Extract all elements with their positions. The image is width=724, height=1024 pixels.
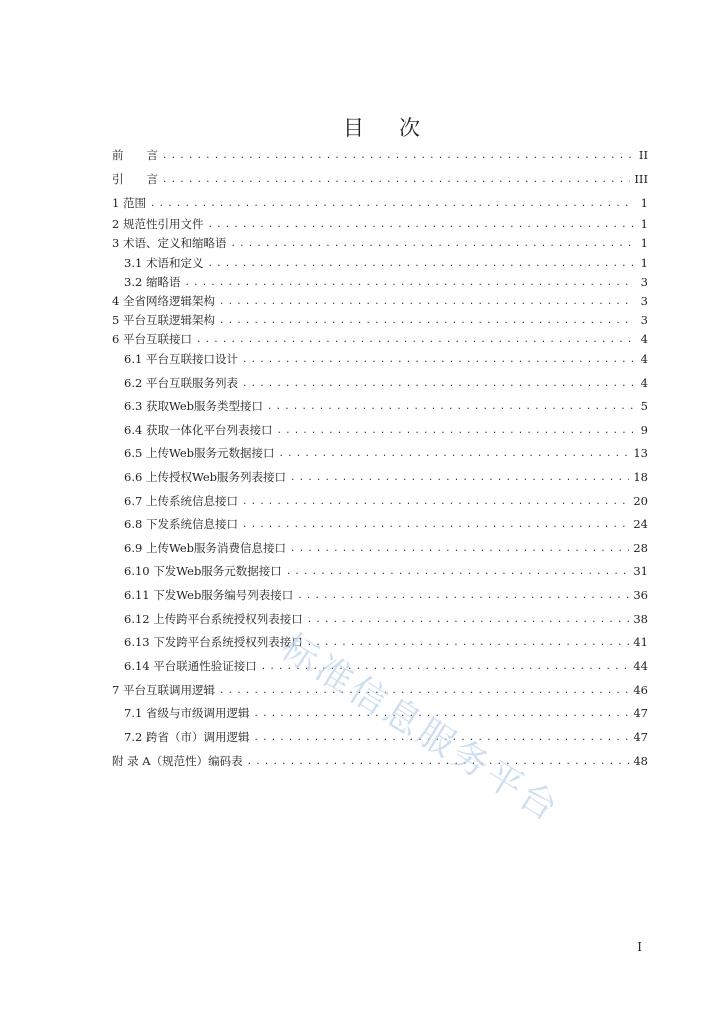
toc-entry-label: 6.11 下发Web服务编号列表接口 bbox=[124, 588, 294, 602]
toc-entry-label: 6.14 平台联通性验证接口 bbox=[124, 659, 257, 673]
toc-entry-page: 3 bbox=[640, 294, 648, 308]
toc-leader-dots bbox=[196, 333, 634, 347]
toc-entry[interactable] bbox=[124, 351, 648, 367]
toc-entry-page: 44 bbox=[633, 659, 648, 673]
toc-leader-dots bbox=[162, 149, 634, 163]
toc-entry-page: 38 bbox=[633, 612, 648, 626]
toc-entry-label: 1 范围 bbox=[112, 196, 146, 210]
toc-entry[interactable] bbox=[112, 195, 648, 211]
toc-leader-dots bbox=[307, 636, 630, 650]
toc-leader-dots bbox=[162, 173, 630, 187]
toc-entry[interactable] bbox=[124, 274, 648, 290]
toc-leader-dots bbox=[242, 377, 634, 391]
toc-entry[interactable] bbox=[124, 587, 648, 603]
toc-entry[interactable] bbox=[112, 216, 648, 232]
toc-entry-page: 1 bbox=[640, 217, 648, 231]
toc-entry-page: 4 bbox=[640, 352, 648, 366]
toc-entry-label: 5 平台互联逻辑架构 bbox=[112, 313, 215, 327]
toc-entry[interactable] bbox=[112, 171, 648, 187]
toc-leader-dots bbox=[219, 684, 629, 698]
toc-entry[interactable] bbox=[112, 147, 648, 163]
toc-entry[interactable] bbox=[124, 563, 648, 579]
title-part-1: 目 bbox=[343, 116, 364, 140]
toc-entry-label: 6.8 下发系统信息接口 bbox=[124, 517, 238, 531]
toc-entry[interactable] bbox=[112, 293, 648, 309]
toc-entry-label: 7.1 省级与市级调用逻辑 bbox=[124, 706, 250, 720]
toc-leader-dots bbox=[279, 447, 630, 461]
toc-entry[interactable] bbox=[124, 255, 648, 271]
toc-entry[interactable] bbox=[112, 331, 648, 347]
toc-entry[interactable] bbox=[124, 375, 648, 391]
toc-entry-page: 1 bbox=[640, 256, 648, 270]
toc-entry-label: 6.6 上传授权Web服务列表接口 bbox=[124, 470, 286, 484]
toc-entry-page: II bbox=[638, 148, 648, 162]
toc-entry-page: 24 bbox=[633, 517, 648, 531]
toc-entry-page: 3 bbox=[640, 313, 648, 327]
toc-entry-label: 6 平台互联接口 bbox=[112, 332, 192, 346]
toc-entry-label: 7 平台互联调用逻辑 bbox=[112, 683, 215, 697]
toc-entry-label: 附 录 A（规范性）编码表 bbox=[112, 754, 243, 768]
toc-leader-dots bbox=[184, 276, 634, 290]
toc-entry-page: 18 bbox=[633, 470, 648, 484]
page-number: I bbox=[637, 940, 642, 954]
title-part-2: 次 bbox=[399, 116, 420, 140]
toc-leader-dots bbox=[267, 400, 634, 414]
toc-entry-page: 4 bbox=[640, 376, 648, 390]
toc-entry[interactable] bbox=[124, 516, 648, 532]
toc-entry[interactable] bbox=[124, 634, 648, 650]
toc-leader-dots bbox=[219, 314, 634, 328]
toc-leader-dots bbox=[242, 518, 629, 532]
toc-leader-dots bbox=[150, 197, 634, 211]
toc-entry[interactable] bbox=[124, 611, 648, 627]
toc-entry-page: 20 bbox=[633, 494, 648, 508]
toc-entry-page: 9 bbox=[640, 423, 648, 437]
toc-entry-label: 6.5 上传Web服务元数据接口 bbox=[124, 446, 275, 460]
toc-entry[interactable] bbox=[124, 469, 648, 485]
toc-entry-page: 48 bbox=[633, 754, 648, 768]
toc-entry-page: 36 bbox=[633, 588, 648, 602]
toc-entry-page: 31 bbox=[633, 564, 648, 578]
toc-entry-label: 6.2 平台互联服务列表 bbox=[124, 376, 238, 390]
toc-leader-dots bbox=[290, 542, 629, 556]
toc-entry-page: 13 bbox=[633, 446, 648, 460]
toc-entry-label: 3.1 术语和定义 bbox=[124, 256, 204, 270]
toc-leader-dots bbox=[230, 237, 634, 251]
toc-entry-page: 41 bbox=[633, 635, 648, 649]
toc-entry-label: 3 术语、定义和缩略语 bbox=[112, 236, 227, 250]
toc-entry-label: 6.10 下发Web服务元数据接口 bbox=[124, 564, 282, 578]
toc-entry[interactable] bbox=[124, 540, 648, 556]
toc-leader-dots bbox=[207, 257, 634, 271]
toc-entry-label: 前 言 bbox=[112, 148, 158, 162]
toc-entry[interactable] bbox=[112, 235, 648, 251]
toc-leader-dots bbox=[242, 495, 629, 509]
toc-entry-label: 6.12 上传跨平台系统授权列表接口 bbox=[124, 612, 303, 626]
toc-entry-page: 1 bbox=[640, 236, 648, 250]
toc-entry-page: 4 bbox=[640, 332, 648, 346]
toc-entry-label: 7.2 跨省（市）调用逻辑 bbox=[124, 730, 250, 744]
toc-entry-label: 6.1 平台互联接口设计 bbox=[124, 352, 238, 366]
toc-entry[interactable] bbox=[112, 753, 648, 769]
toc-leader-dots bbox=[207, 218, 634, 232]
toc-entry-label: 6.9 上传Web服务消费信息接口 bbox=[124, 541, 286, 555]
toc-entry-page: 5 bbox=[640, 399, 648, 413]
toc-entry-label: 6.4 获取一体化平台列表接口 bbox=[124, 423, 273, 437]
toc-entry[interactable] bbox=[124, 445, 648, 461]
toc-leader-dots bbox=[242, 353, 634, 367]
toc-entry-page: III bbox=[634, 172, 648, 186]
toc-entry-page: 47 bbox=[633, 730, 648, 744]
toc-entry[interactable] bbox=[124, 658, 648, 674]
toc-entry[interactable] bbox=[124, 493, 648, 509]
toc-entry-label: 3.2 缩略语 bbox=[124, 275, 181, 289]
toc-entry-label: 6.3 获取Web服务类型接口 bbox=[124, 399, 263, 413]
toc-entry-page: 3 bbox=[640, 275, 648, 289]
toc-entry-page: 1 bbox=[640, 196, 648, 210]
toc-entry-label: 引 言 bbox=[112, 172, 158, 186]
toc-entry-label: 6.13 下发跨平台系统授权列表接口 bbox=[124, 635, 303, 649]
toc-leader-dots bbox=[290, 471, 629, 485]
watermark: 标准信息服务平台 bbox=[274, 626, 568, 832]
toc-leader-dots bbox=[286, 565, 630, 579]
toc-leader-dots bbox=[307, 613, 630, 627]
toc-entry-label: 4 全省网络逻辑架构 bbox=[112, 294, 215, 308]
toc-entry-page: 47 bbox=[633, 706, 648, 720]
toc-entry-label: 2 规范性引用文件 bbox=[112, 217, 204, 231]
toc-leader-dots bbox=[276, 424, 634, 438]
toc-leader-dots bbox=[297, 589, 629, 603]
toc-entry[interactable] bbox=[124, 398, 648, 414]
toc-entry-page: 46 bbox=[633, 683, 648, 697]
toc-entry-page: 28 bbox=[633, 541, 648, 555]
toc-entry-label: 6.7 上传系统信息接口 bbox=[124, 494, 238, 508]
toc-leader-dots bbox=[219, 295, 634, 309]
toc-entry[interactable] bbox=[124, 422, 648, 438]
toc-entry[interactable] bbox=[112, 312, 648, 328]
